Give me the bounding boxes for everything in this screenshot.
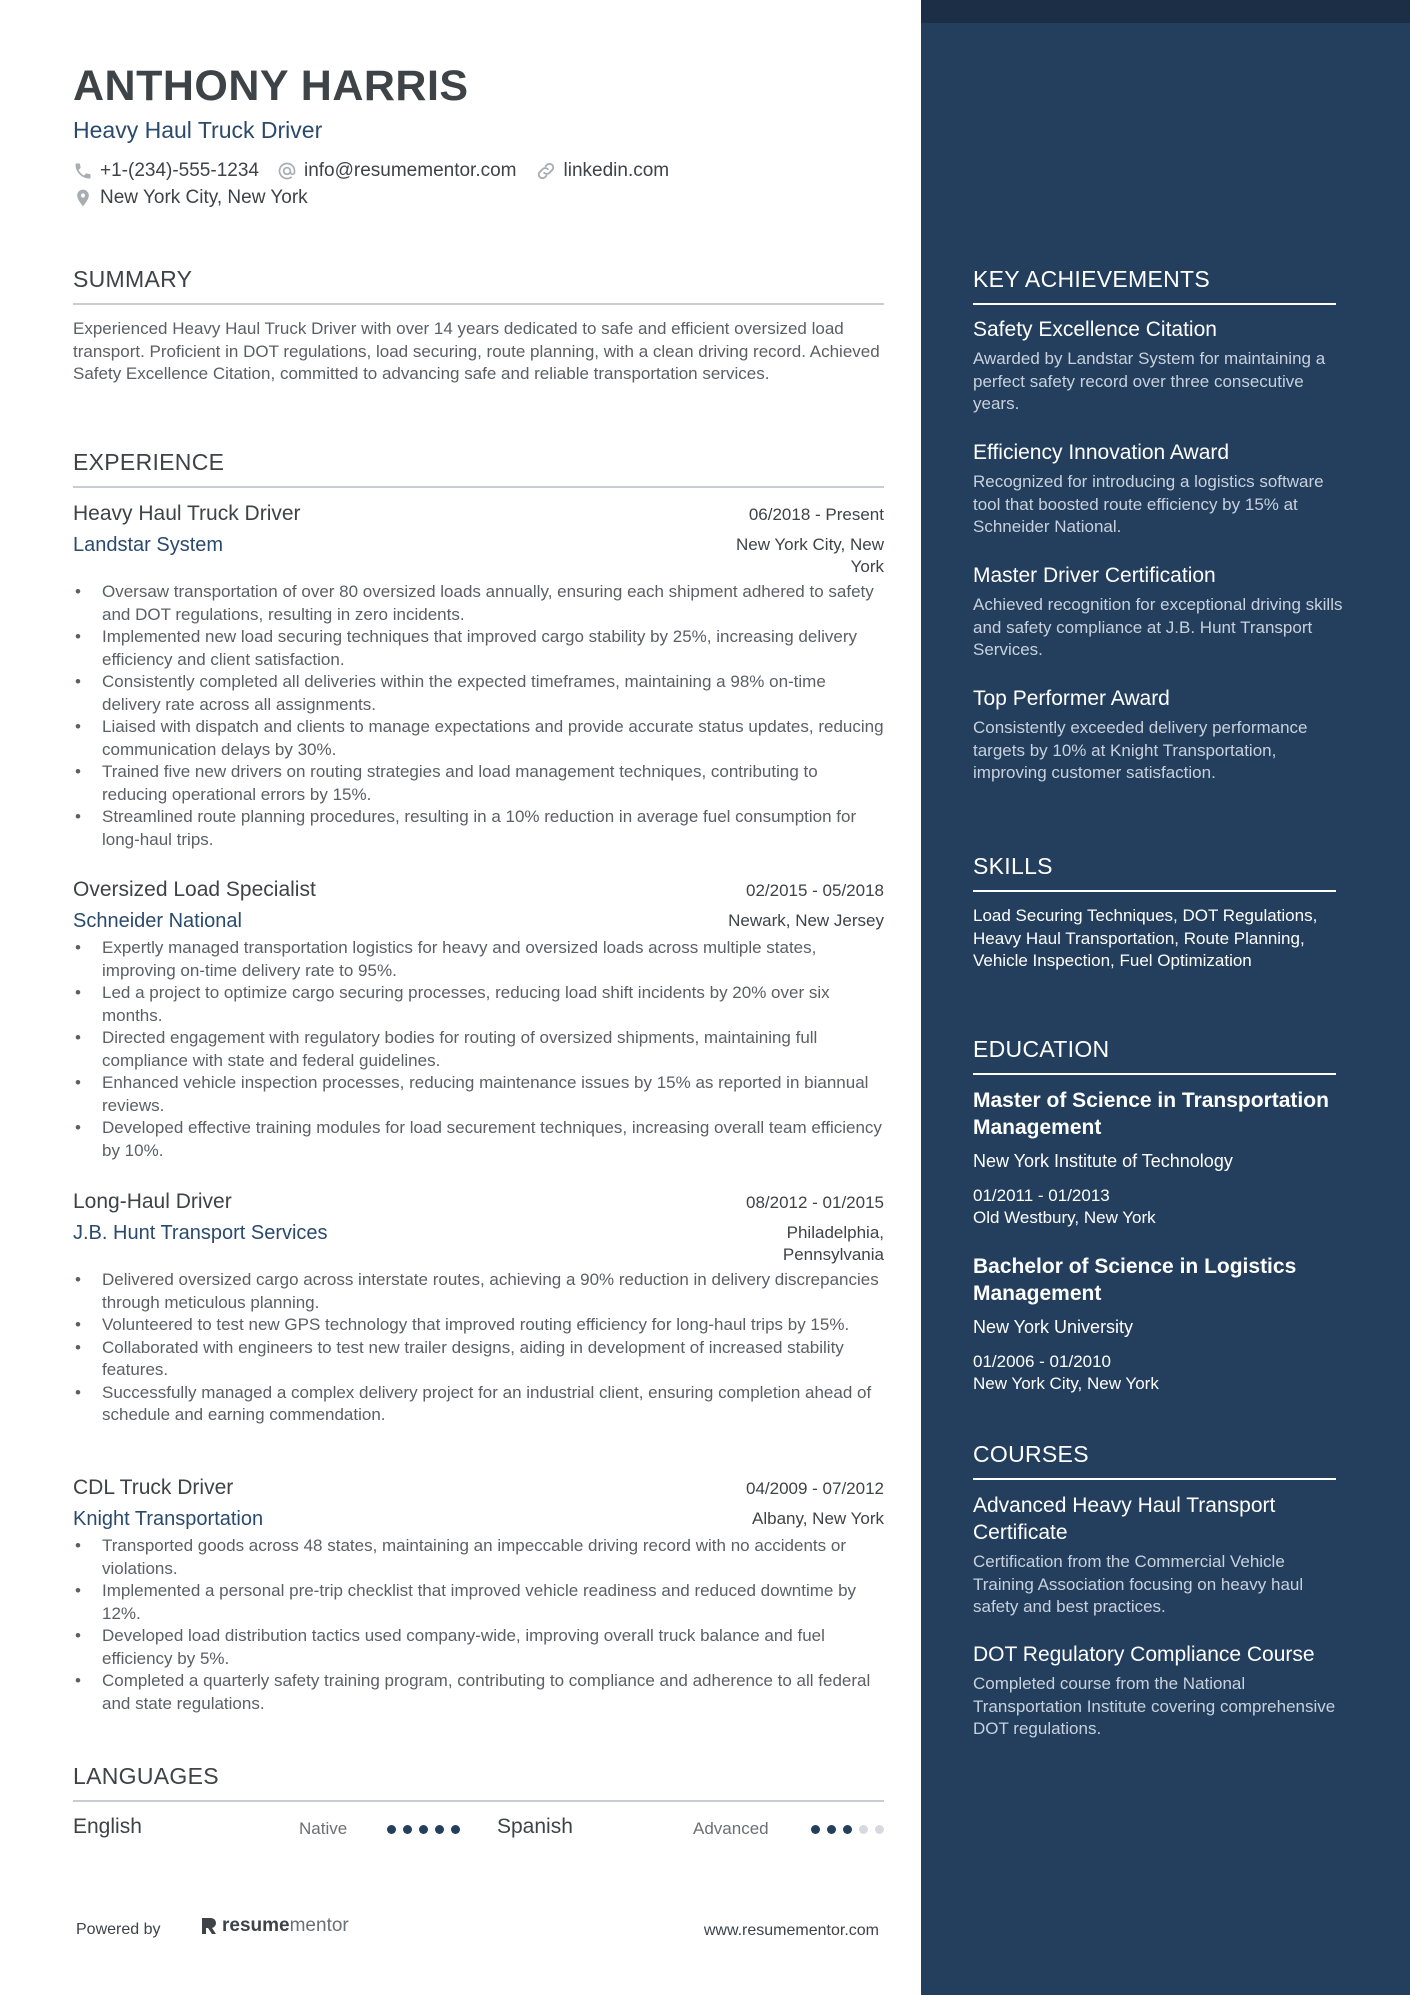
rating-dot-filled (827, 1825, 836, 1834)
at-icon (277, 161, 297, 181)
education-degree: Bachelor of Science in Logistics Management (973, 1255, 1297, 1305)
job-location (736, 534, 884, 577)
language-level: Native (299, 1819, 348, 1838)
achievement-desc: Achieved recognition for exceptional driving skills and safety compliance at J.B. Hunt Transport Services. (973, 595, 1343, 659)
job-bullet: • Streamlined route planning procedures, resulting in a 10% reduction in average fuel consumption for long-haul trips. (73, 806, 884, 851)
achievements-heading: KEY ACHIEVEMENTS (973, 266, 1336, 305)
job-bullet: • Implemented new load securing techniques that improved cargo stability by 25%, increasing delivery efficiency and client satisfaction. (73, 626, 884, 671)
phone-text: +1-(234)-555-1234 (100, 160, 259, 181)
job-dates: 04/2009 - 07/2012 (745, 1479, 884, 1498)
skills-text: Load Securing Techniques, DOT Regulations, Heavy Haul Transportation, Route Planning, Vehicle Inspection, Fuel Optimization (973, 906, 1318, 970)
job-bullet: • Oversaw transportation of over 80 oversized loads annually, ensuring each shipment adhered to safety and DOT regulations, resulting in zero incidents. (73, 581, 884, 626)
job-entry (73, 878, 884, 1162)
contact-line (73, 160, 687, 182)
job-bullet: • Collaborated with engineers to test new trailer designs, aiding in development of increased stability features. (73, 1337, 884, 1382)
education-dates: 01/2006 - 01/2010 (973, 1352, 1112, 1371)
job-entry (73, 502, 884, 851)
education-location: New York City, New York (973, 1374, 1159, 1393)
link-icon (535, 160, 557, 182)
job-bullet: • Delivered oversized cargo across interstate routes, achieving a 90% reduction in delivery discrepancies through meticulous planning. (73, 1269, 884, 1314)
achievement-item (973, 562, 1343, 662)
job-company: Schneider National (73, 910, 242, 932)
job-bullets (73, 1535, 884, 1715)
rating-dot-filled (403, 1825, 412, 1834)
job-bullet: • Enhanced vehicle inspection processes, reducing maintenance issues by 15% as reported in biannual reviews. (73, 1072, 884, 1117)
job-bullet: • Transported goods across 48 states, maintaining an impeccable driving record with no accidents or violations. (73, 1535, 884, 1580)
education-degree: Master of Science in Transportation Management (973, 1089, 1329, 1139)
job-bullets (73, 937, 884, 1162)
language-name: Spanish (497, 1815, 573, 1838)
email-text: info@resumementor.com (303, 160, 517, 181)
powered-by-text: Powered by (76, 1921, 161, 1938)
job-location-line: Pennsylvania (782, 1244, 884, 1264)
job-location (728, 910, 884, 932)
job-bullet: • Consistently completed all deliveries within the expected timeframes, maintaining a 98% on-time delivery rate across all assignments. (73, 671, 884, 716)
achievement-title: Efficiency Innovation Award (973, 441, 1230, 464)
job-title: Heavy Haul Truck Driver (73, 502, 301, 525)
achievement-title: Top Performer Award (973, 687, 1170, 710)
experience-heading: EXPERIENCE (73, 449, 884, 488)
rating-dot-filled (435, 1825, 444, 1834)
location-pin-icon (73, 188, 93, 208)
job-bullets (73, 1269, 884, 1427)
job-bullet: • Completed a quarterly safety training program, contributing to compliance and adherence to all federal and state regulations. (73, 1670, 884, 1715)
education-school: New York University (973, 1317, 1134, 1337)
brand-text-light: mentor (289, 1915, 349, 1936)
job-title: Long-Haul Driver (73, 1190, 232, 1213)
job-title: CDL Truck Driver (73, 1476, 234, 1499)
contact-phone[interactable] (73, 160, 259, 182)
course-item (973, 1641, 1343, 1741)
job-location (783, 1222, 884, 1265)
course-desc: Completed course from the National Transportation Institute covering comprehensive DOT regulations. (973, 1674, 1336, 1738)
education-school: New York Institute of Technology (973, 1151, 1233, 1171)
job-location-line: New York City, New (735, 535, 884, 554)
languages-heading: LANGUAGES (73, 1763, 884, 1802)
education-item (973, 1087, 1343, 1229)
job-dates: 08/2012 - 01/2015 (745, 1193, 884, 1212)
summary-text: Experienced Heavy Haul Truck Driver with over 14 years dedicated to safe and efficient oversized load transport. Proficient in DOT regulations, load securing, route planning, with a clean driving record. Achieved Safety Excellence Citation, committed to advancing safe and reliable transportation services. (73, 319, 880, 383)
sidebar (921, 0, 1410, 1995)
candidate-role: Heavy Haul Truck Driver (73, 117, 323, 143)
course-title: Advanced Heavy Haul Transport Certificate (973, 1494, 1276, 1544)
job-bullet: • Implemented a personal pre-trip checklist that improved vehicle readiness and reduced downtime by 12%. (73, 1580, 884, 1625)
job-bullet: • Trained five new drivers on routing strategies and load management techniques, contributing to reducing operational errors by 15%. (73, 761, 884, 806)
phone-icon (73, 161, 93, 181)
job-bullet: • Successfully managed a complex delivery project for an industrial client, ensuring completion ahead of schedule and earning commendation. (73, 1382, 884, 1427)
rating-dot-filled (811, 1825, 820, 1834)
job-bullet: • Liaised with dispatch and clients to manage expectations and provide accurate status updates, reducing communication delays by 30%. (73, 716, 884, 761)
rating-dot-empty (859, 1825, 868, 1834)
education-location: Old Westbury, New York (973, 1208, 1156, 1227)
skills-list (973, 905, 1343, 973)
course-item (973, 1492, 1343, 1619)
education-dates: 01/2011 - 01/2013 (973, 1186, 1110, 1205)
location-text: New York City, New York (100, 187, 308, 208)
skills-heading: SKILLS (973, 853, 1336, 892)
job-entry (73, 1190, 884, 1427)
job-location-line: Albany, New York (752, 1509, 884, 1528)
contact-linkedin[interactable] (535, 160, 670, 182)
achievement-title: Master Driver Certification (973, 564, 1216, 587)
linkedin-text: linkedin.com (563, 160, 670, 181)
contact-location (73, 187, 308, 209)
language-name: English (73, 1815, 142, 1838)
job-company: Landstar System (73, 534, 224, 556)
course-desc: Certification from the Commercial Vehicle Training Association focusing on heavy haul safety and best practices. (973, 1552, 1304, 1616)
job-title: Oversized Load Specialist (73, 878, 316, 901)
job-location-line: Newark, New Jersey (728, 911, 884, 930)
language-level: Advanced (693, 1819, 769, 1838)
rating-dot-empty (875, 1825, 884, 1834)
languages-row (73, 1815, 884, 1845)
candidate-name: ANTHONY HARRIS (73, 62, 469, 110)
job-bullet: • Led a project to optimize cargo securing processes, reducing load shift incidents by 20% over six months. (73, 982, 884, 1027)
rating-dot-filled (451, 1825, 460, 1834)
education-item (973, 1253, 1343, 1395)
achievement-item (973, 439, 1343, 539)
brand-text-strong: resume (222, 1915, 290, 1936)
job-location-line: York (850, 556, 884, 576)
achievement-item (973, 685, 1343, 785)
job-company: J.B. Hunt Transport Services (73, 1222, 328, 1244)
job-bullets (73, 581, 884, 851)
job-dates: 02/2015 - 05/2018 (745, 881, 884, 900)
achievement-item (973, 316, 1343, 416)
job-dates: 06/2018 - Present (748, 505, 884, 524)
job-bullet: • Developed effective training modules for load securement techniques, increasing overall team efficiency by 10%. (73, 1117, 884, 1162)
achievement-desc: Recognized for introducing a logistics software tool that boosted route efficiency by 15% at Schneider National. (973, 472, 1324, 536)
contact-email[interactable] (277, 160, 517, 182)
achievement-desc: Awarded by Landstar System for maintaining a perfect safety record over three consecutive years. (973, 349, 1326, 413)
contact-line-location (73, 187, 326, 209)
courses-heading: COURSES (973, 1441, 1336, 1480)
education-heading: EDUCATION (973, 1036, 1336, 1075)
job-company: Knight Transportation (73, 1508, 264, 1530)
language-rating (387, 1825, 467, 1834)
achievement-title: Safety Excellence Citation (973, 318, 1217, 341)
achievement-desc: Consistently exceeded delivery performance targets by 10% at Knight Transportation, improving customer satisfaction. (973, 718, 1308, 782)
sidebar-top-band (921, 0, 1410, 23)
resumementor-logo-icon (200, 1916, 218, 1936)
rating-dot-filled (387, 1825, 396, 1834)
language-rating (811, 1825, 891, 1834)
job-location-line: Philadelphia, (786, 1223, 884, 1242)
job-bullet: • Developed load distribution tactics used company-wide, improving overall truck balance and fuel efficiency by 5%. (73, 1625, 884, 1670)
course-title: DOT Regulatory Compliance Course (973, 1643, 1315, 1666)
job-location (752, 1508, 884, 1530)
footer-site-link[interactable]: www.resumementor.com (703, 1922, 879, 1939)
job-bullet: • Expertly managed transportation logistics for heavy and oversized loads across multiple states, improving on-time delivery rate to 95%. (73, 937, 884, 982)
job-bullet: • Volunteered to test new GPS technology that improved routing efficiency for long-haul trips by 15%. (73, 1314, 884, 1337)
brand-logo[interactable] (200, 1915, 349, 1937)
job-entry (73, 1476, 884, 1715)
job-bullet: • Directed engagement with regulatory bodies for routing of oversized shipments, maintaining full compliance with state and federal guidelines. (73, 1027, 884, 1072)
rating-dot-filled (419, 1825, 428, 1834)
rating-dot-filled (843, 1825, 852, 1834)
summary-heading: SUMMARY (73, 266, 884, 305)
